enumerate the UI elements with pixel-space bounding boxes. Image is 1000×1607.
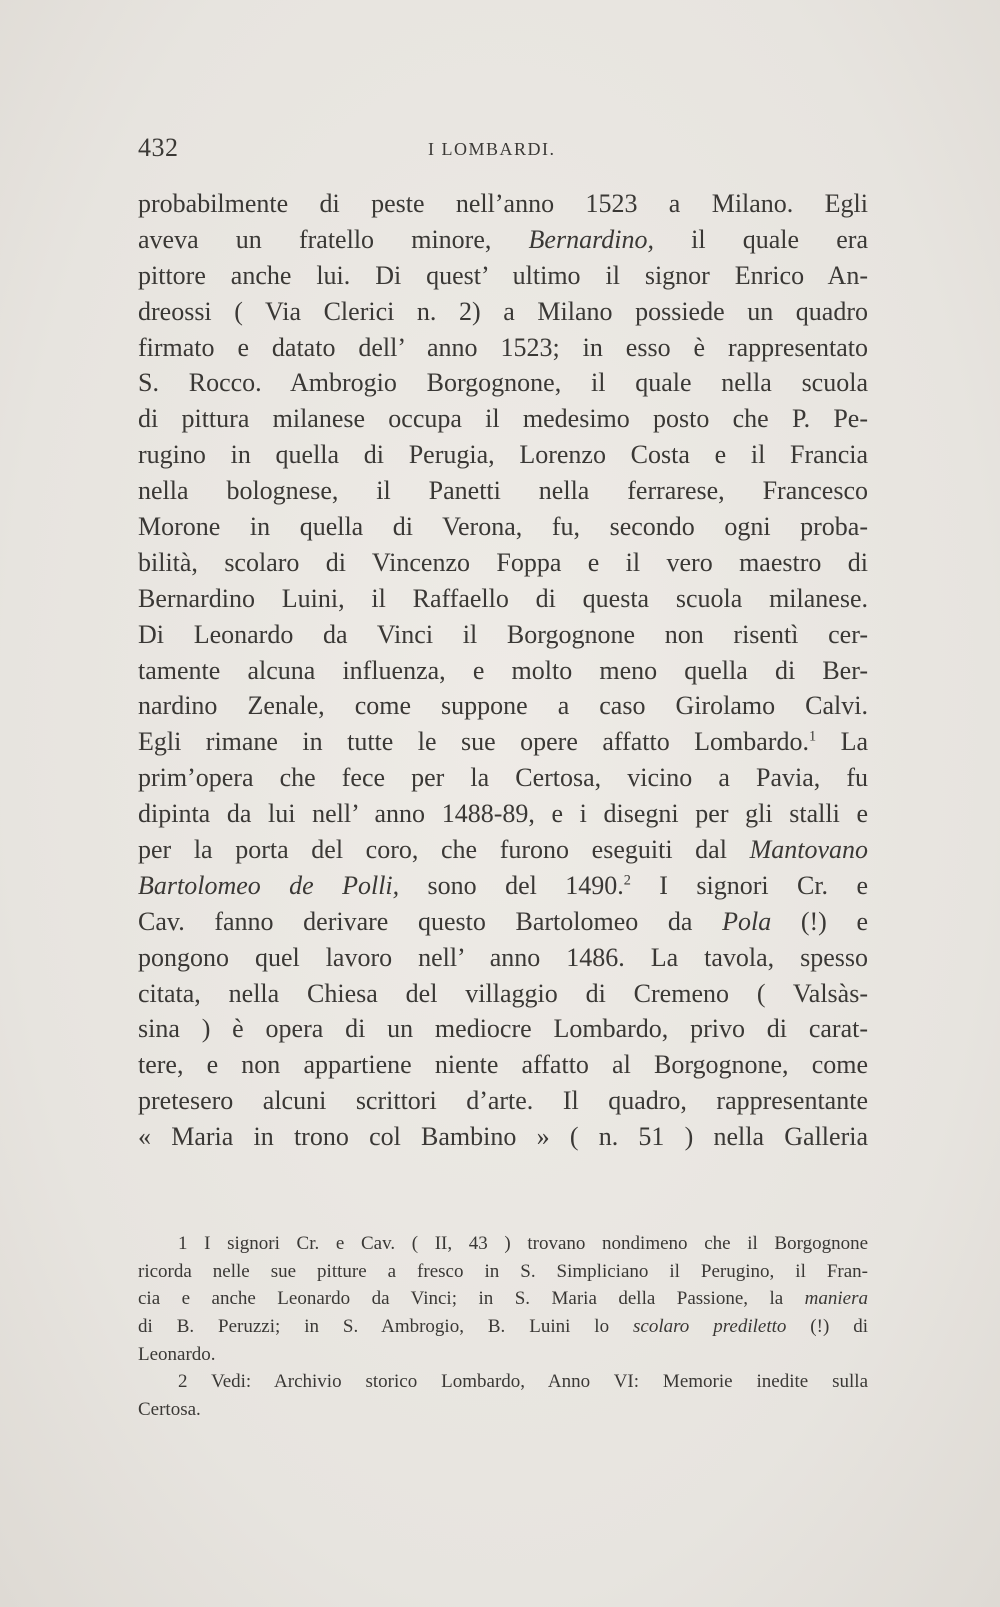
footnote-line: cia e anche Leonardo da Vinci; in S. Maria della Passione, la maniera xyxy=(138,1288,868,1310)
text-line: tere, e non appartiene niente affatto al Borgognone, come xyxy=(138,1050,868,1080)
footnote-line: di B. Peruzzi; in S. Ambrogio, B. Luini lo scolaro prediletto (!) di xyxy=(138,1316,868,1338)
text-line: firmato e datato dell’ anno 1523; in esso è rappresentato xyxy=(138,332,868,362)
footnote-line: ricorda nelle sue pitture a fresco in S. Simpliciano il Perugino, il Fran- xyxy=(138,1260,868,1282)
text-line: pretesero alcuni scrittori d’arte. Il quadro, rappresentante xyxy=(138,1086,868,1116)
text-line: « Maria in trono col Bambino » ( n. 51 ) nella Galleria xyxy=(138,1122,868,1152)
footnote-line: 1 I signori Cr. e Cav. ( II, 43 ) trovano nondimeno che il Borgognone xyxy=(178,1233,868,1254)
text-line: Cav. fanno derivare questo Bartolomeo da Pola (!) e xyxy=(138,906,869,936)
text-line: sina ) è opera di un mediocre Lombardo, privo di carat- xyxy=(138,1014,868,1044)
text-line: Morone in quella di Verona, fu, secondo ogni proba- xyxy=(138,512,868,542)
text-line: dipinta da lui nell’ anno 1488-89, e i disegni per gli stalli e xyxy=(138,799,868,829)
text-line: S. Rocco. Ambrogio Borgognone, il quale nella scuola xyxy=(138,368,868,398)
footnote-line: 2 Vedi: Archivio storico Lombardo, Anno VI: Memorie inedite sulla xyxy=(178,1371,868,1393)
text-line: Bartolomeo de Polli, sono del 1490.$^2$ I signori Cr. e xyxy=(138,870,868,900)
footnotes xyxy=(138,1230,868,1424)
text-line: nardino Zenale, come suppone a caso Girolamo Calvi. xyxy=(138,691,868,721)
text-line: Egli rimane in tutte le sue opere affatto Lombardo.$^1$ La xyxy=(138,727,869,757)
text-line: per la porta del coro, che furono eseguiti dal Mantovano xyxy=(138,835,868,865)
text-line: bilità, scolaro di Vincenzo Foppa e il vero maestro di xyxy=(138,547,868,577)
page-number: 432 xyxy=(138,133,179,162)
text-line: aveva un fratello minore, Bernardino, il quale era xyxy=(138,224,868,254)
footnote-line: Certosa. xyxy=(138,1399,201,1421)
running-title: I LOMBARDI. xyxy=(428,139,556,159)
page-header xyxy=(138,133,868,173)
main-text xyxy=(138,186,868,1155)
text-line: prim’opera che fece per la Certosa, vicino a Pavia, fu xyxy=(138,763,868,793)
text-line: Di Leonardo da Vinci il Borgognone non risentì cer- xyxy=(138,619,868,649)
text-line: citata, nella Chiesa del villaggio di Cremeno ( Valsàs- xyxy=(138,978,868,1008)
text-line: di pittura milanese occupa il medesimo posto che P. Pe- xyxy=(138,404,868,434)
footnote-line: Leonardo. xyxy=(138,1343,216,1365)
text-line: pongono quel lavoro nell’ anno 1486. La tavola, spesso xyxy=(138,942,868,972)
text-line: Bernardino Luini, il Raffaello di questa scuola milanese. xyxy=(138,583,868,613)
text-line: dreossi ( Via Clerici n. 2) a Milano possiede un quadro xyxy=(138,296,868,326)
text-line: pittore anche lui. Di quest’ ultimo il signor Enrico An- xyxy=(138,260,868,290)
text-line: tamente alcuna influenza, e molto meno quella di Ber- xyxy=(138,655,868,685)
text-line: probabilmente di peste nell’anno 1523 a Milano. Egli xyxy=(138,189,868,218)
text-line: rugino in quella di Perugia, Lorenzo Costa e il Francia xyxy=(138,440,868,470)
text-line: nella bolognese, il Panetti nella ferrarese, Francesco xyxy=(138,476,868,506)
